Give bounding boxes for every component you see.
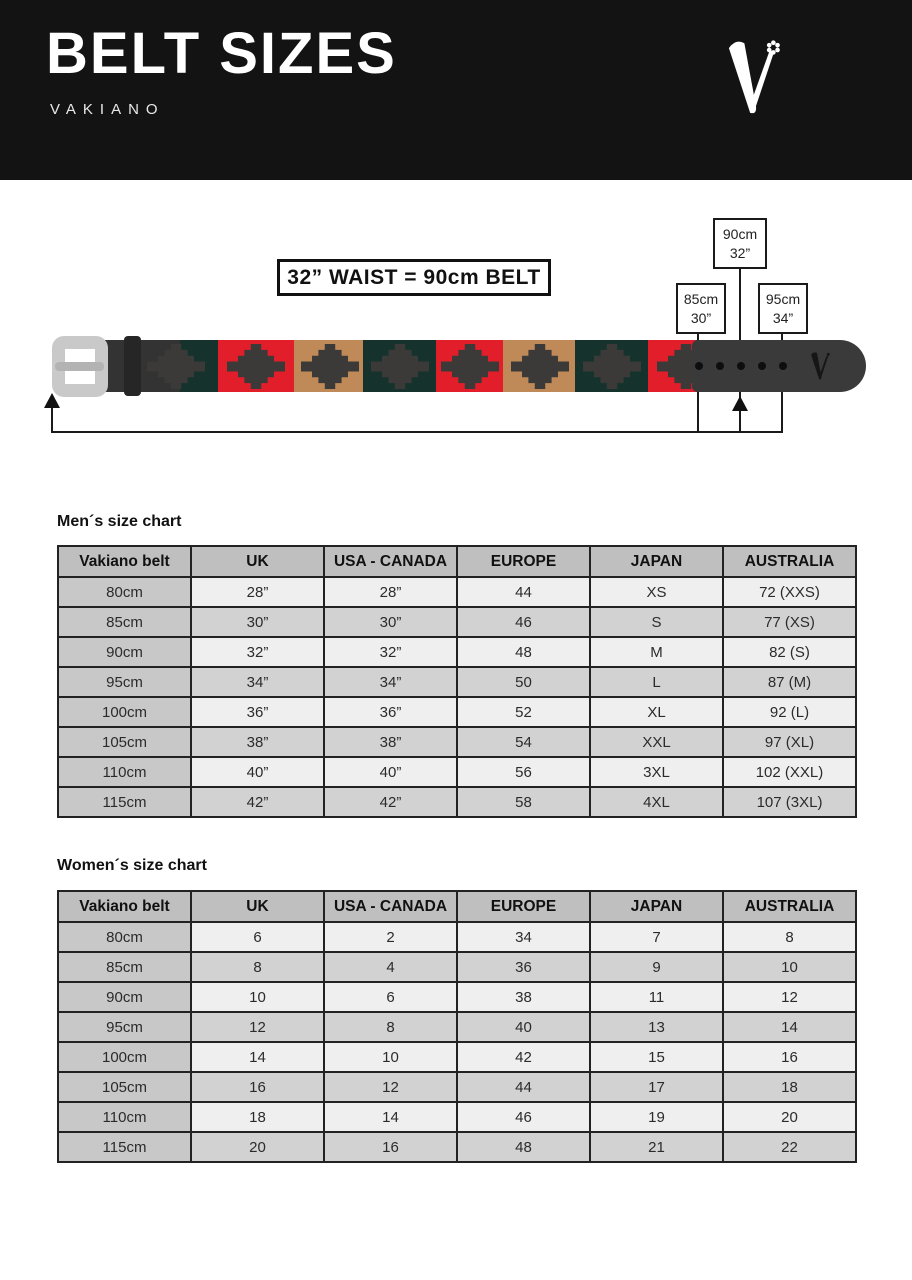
size-value-cell: 8 (324, 1012, 457, 1042)
size-value-cell: 52 (457, 697, 590, 727)
size-value-cell: 10 (723, 952, 856, 982)
size-value-cell: 97 (XL) (723, 727, 856, 757)
column-header: USA - CANADA (324, 891, 457, 922)
table-row (58, 952, 856, 982)
table-row (58, 697, 856, 727)
size-value-cell: 32” (191, 637, 324, 667)
size-value-cell: S (590, 607, 723, 637)
size-value-cell: 15 (590, 1042, 723, 1072)
column-header: Vakiano belt (58, 891, 191, 922)
size-value-cell: 72 (XXS) (723, 577, 856, 607)
column-header: UK (191, 891, 324, 922)
table-row (58, 1012, 856, 1042)
belt-size-cell: 85cm (58, 607, 191, 637)
size-value-cell: XXL (590, 727, 723, 757)
size-value-cell: 28” (191, 577, 324, 607)
callout-85cm-inches: 30” (690, 309, 712, 326)
size-value-cell: 36 (457, 952, 590, 982)
size-value-cell: 34” (191, 667, 324, 697)
vakiano-logo-icon (726, 38, 784, 120)
callout-85cm-size: 85cm (683, 290, 719, 307)
size-value-cell: 54 (457, 727, 590, 757)
size-value-cell: 12 (324, 1072, 457, 1102)
column-header: EUROPE (457, 891, 590, 922)
belt-size-cell: 110cm (58, 757, 191, 787)
belt-keeper-loop (124, 336, 141, 396)
table-row (58, 1072, 856, 1102)
size-value-cell: 38 (457, 982, 590, 1012)
size-value-cell: 14 (191, 1042, 324, 1072)
table-row (58, 982, 856, 1012)
size-value-cell: 28” (324, 577, 457, 607)
callout-95cm-inches: 34” (772, 309, 794, 326)
size-value-cell: M (590, 637, 723, 667)
size-value-cell: 20 (723, 1102, 856, 1132)
womens-size-table (57, 890, 857, 1163)
size-value-cell: 10 (191, 982, 324, 1012)
size-value-cell: 8 (191, 952, 324, 982)
size-value-cell: 44 (457, 577, 590, 607)
size-value-cell: 9 (590, 952, 723, 982)
size-value-cell: 19 (590, 1102, 723, 1132)
size-value-cell: 50 (457, 667, 590, 697)
belt-hole (716, 362, 724, 370)
size-value-cell: 12 (723, 982, 856, 1012)
belt-hole (695, 362, 703, 370)
callout-90cm-inches: 32” (729, 244, 751, 261)
measure-bottom-line (51, 431, 783, 433)
belt-size-cell: 95cm (58, 667, 191, 697)
column-header: JAPAN (590, 891, 723, 922)
waist-equation-box (277, 259, 551, 296)
size-value-cell: 11 (590, 982, 723, 1012)
belt-size-cell: 115cm (58, 1132, 191, 1162)
column-header: AUSTRALIA (723, 891, 856, 922)
size-value-cell: 40” (191, 757, 324, 787)
column-header: UK (191, 546, 324, 577)
belt-size-cell: 115cm (58, 787, 191, 817)
size-value-cell: 82 (S) (723, 637, 856, 667)
size-value-cell: 16 (324, 1132, 457, 1162)
belt-size-cell: 95cm (58, 1012, 191, 1042)
size-value-cell: 42” (324, 787, 457, 817)
size-value-cell: 36” (191, 697, 324, 727)
page-title: BELT SIZES (46, 21, 397, 86)
womens-chart-title: Women´s size chart (57, 857, 207, 874)
size-value-cell: 92 (L) (723, 697, 856, 727)
size-value-cell: 2 (324, 922, 457, 952)
column-header: AUSTRALIA (723, 546, 856, 577)
waist-equation-label: 32” WAIST = 90cm BELT (287, 265, 541, 289)
belt-size-cell: 80cm (58, 922, 191, 952)
size-value-cell: 8 (723, 922, 856, 952)
size-value-cell: 38” (191, 727, 324, 757)
belt-size-cell: 85cm (58, 952, 191, 982)
header-band (0, 0, 912, 180)
belt-size-cell: 80cm (58, 577, 191, 607)
size-value-cell: 3XL (590, 757, 723, 787)
size-value-cell: 18 (723, 1072, 856, 1102)
callout-90cm-size: 90cm (722, 225, 758, 242)
size-value-cell: 16 (191, 1072, 324, 1102)
size-value-cell: 56 (457, 757, 590, 787)
belt-size-cell: 90cm (58, 982, 191, 1012)
size-value-cell: 30” (191, 607, 324, 637)
size-value-cell: 17 (590, 1072, 723, 1102)
size-value-cell: 40 (457, 1012, 590, 1042)
size-value-cell: 13 (590, 1012, 723, 1042)
size-value-cell: 107 (3XL) (723, 787, 856, 817)
belt-tip-v-logo-icon (810, 351, 832, 382)
size-value-cell: 16 (723, 1042, 856, 1072)
callout-90cm (713, 218, 767, 269)
guide-riser-buckle (51, 407, 53, 433)
belt-hole (779, 362, 787, 370)
table-row (58, 607, 856, 637)
size-value-cell: 12 (191, 1012, 324, 1042)
size-value-cell: 30” (324, 607, 457, 637)
size-value-cell: 48 (457, 1132, 590, 1162)
size-value-cell: 32” (324, 637, 457, 667)
size-value-cell: 20 (191, 1132, 324, 1162)
size-value-cell: 87 (M) (723, 667, 856, 697)
column-header: EUROPE (457, 546, 590, 577)
header-row (58, 891, 856, 922)
table-row (58, 577, 856, 607)
table-row (58, 727, 856, 757)
callout-95cm (758, 283, 808, 334)
table-row (58, 1132, 856, 1162)
size-value-cell: L (590, 667, 723, 697)
size-value-cell: 77 (XS) (723, 607, 856, 637)
size-value-cell: 36” (324, 697, 457, 727)
table-row (58, 667, 856, 697)
size-value-cell: 34 (457, 922, 590, 952)
belt-size-cell: 110cm (58, 1102, 191, 1132)
size-value-cell: 46 (457, 1102, 590, 1132)
size-value-cell: 4XL (590, 787, 723, 817)
mens-size-table (57, 545, 857, 818)
size-value-cell: 21 (590, 1132, 723, 1162)
size-value-cell: 6 (191, 922, 324, 952)
center-hole-arrow-icon (732, 396, 748, 411)
belt-size-cell: 105cm (58, 1072, 191, 1102)
size-value-cell: 4 (324, 952, 457, 982)
size-value-cell: XL (590, 697, 723, 727)
size-value-cell: 14 (723, 1012, 856, 1042)
table-row (58, 1102, 856, 1132)
table-row (58, 757, 856, 787)
size-value-cell: 34” (324, 667, 457, 697)
belt-hole (758, 362, 766, 370)
table-row (58, 787, 856, 817)
size-value-cell: 102 (XXL) (723, 757, 856, 787)
belt-size-cell: 100cm (58, 1042, 191, 1072)
mens-chart-title: Men´s size chart (57, 513, 182, 530)
column-header: Vakiano belt (58, 546, 191, 577)
size-value-cell: XS (590, 577, 723, 607)
size-value-cell: 40” (324, 757, 457, 787)
belt-size-cell: 105cm (58, 727, 191, 757)
belt-size-cell: 100cm (58, 697, 191, 727)
brand-name: VAKIANO (50, 101, 165, 118)
size-value-cell: 10 (324, 1042, 457, 1072)
column-header: JAPAN (590, 546, 723, 577)
table-row (58, 1042, 856, 1072)
table-row (58, 637, 856, 667)
size-value-cell: 7 (590, 922, 723, 952)
buckle-prong (55, 362, 104, 371)
size-value-cell: 46 (457, 607, 590, 637)
belt-size-cell: 90cm (58, 637, 191, 667)
table-row (58, 922, 856, 952)
size-value-cell: 48 (457, 637, 590, 667)
header-row (58, 546, 856, 577)
size-value-cell: 22 (723, 1132, 856, 1162)
size-value-cell: 6 (324, 982, 457, 1012)
belt-hole (737, 362, 745, 370)
size-value-cell: 44 (457, 1072, 590, 1102)
column-header: USA - CANADA (324, 546, 457, 577)
size-value-cell: 42 (457, 1042, 590, 1072)
size-value-cell: 58 (457, 787, 590, 817)
size-value-cell: 14 (324, 1102, 457, 1132)
callout-85cm (676, 283, 726, 334)
callout-95cm-size: 95cm (765, 290, 801, 307)
size-value-cell: 18 (191, 1102, 324, 1132)
size-value-cell: 42” (191, 787, 324, 817)
size-value-cell: 38” (324, 727, 457, 757)
